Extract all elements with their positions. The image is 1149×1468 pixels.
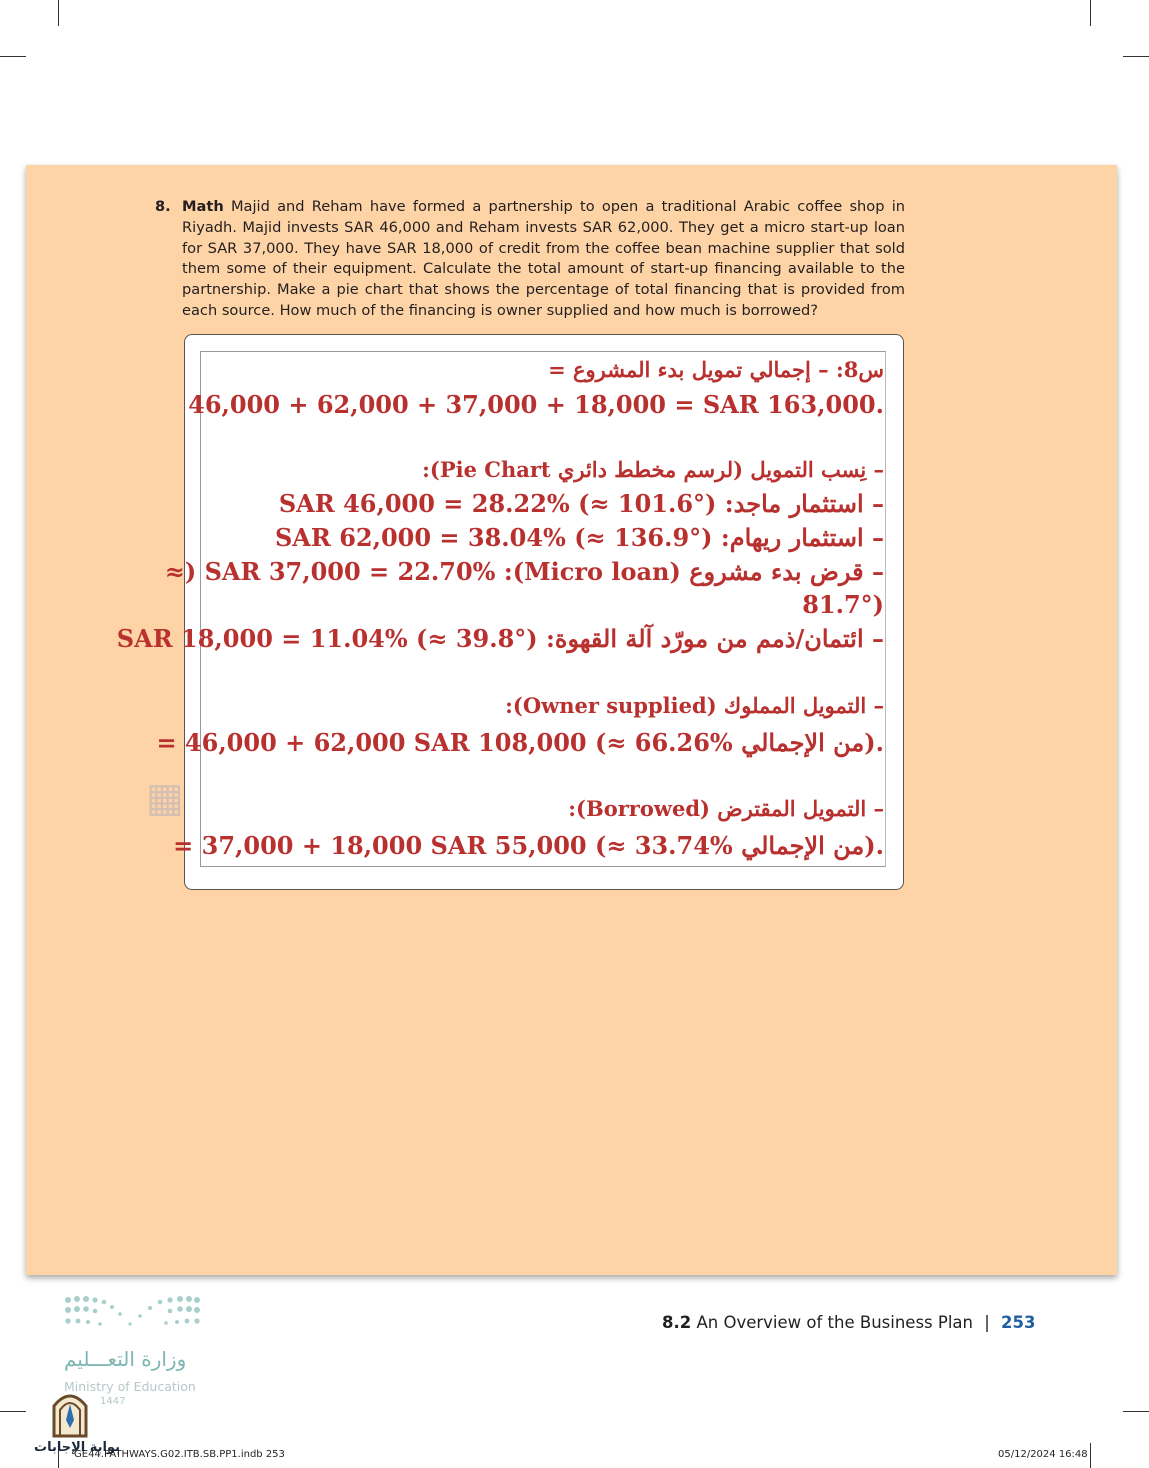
question-body xyxy=(182,197,905,322)
print-slug-file: GE44.PATHWAYS.G02.ITB.SB.PP1.indb 253 xyxy=(74,1449,285,1460)
answers-portal-logo-icon xyxy=(48,1386,92,1438)
ministry-year: 1447 xyxy=(100,1396,126,1407)
section-title: An Overview of the Business Plan xyxy=(696,1313,973,1332)
answer-line: س8: – إجمالي تمويل بدء المشروع = xyxy=(548,357,884,382)
crop-mark xyxy=(58,0,59,26)
question-block xyxy=(155,197,905,322)
answers-portal-logo-text: بوابة الإجابات xyxy=(34,1440,120,1455)
page-footer xyxy=(662,1313,1036,1332)
crop-mark xyxy=(1123,1411,1149,1412)
answer-line: = 37,000 + 18,000 SAR 55,000 (≈ 33.74% من الإجمالي). xyxy=(173,831,884,860)
ministry-english-name: Ministry of Education xyxy=(64,1379,196,1394)
crop-mark xyxy=(1123,56,1149,57)
answer-line: – التمويل المملوك (Owner supplied): xyxy=(505,693,884,718)
page-number: 253 xyxy=(1001,1313,1036,1332)
question-subject: Math xyxy=(182,198,224,215)
print-slug-date: 05/12/2024 16:48 xyxy=(998,1449,1088,1460)
answer-line: – ائتمان/ذمم من مورّد آلة القهوة: SAR 18,000 = 11.04% (≈ 39.8°) xyxy=(116,624,884,653)
section-number: 8.2 xyxy=(662,1313,692,1332)
answer-line: – التمويل المقترض (Borrowed): xyxy=(568,796,884,821)
answer-line: – استثمار ريهام: SAR 62,000 = 38.04% (≈ 136.9°) xyxy=(274,523,884,552)
ministry-arabic-name: وزارة التعـــليم xyxy=(64,1347,187,1371)
question-text: Majid and Reham have formed a partnership to open a traditional Arabic coffee shop in Riyadh. Majid invests SAR 46,000 and Reham invests SAR 62,000. They get a micro start-up loan for SAR 37,000. They have SAR 18,000 of credit from the coffee bean machine supplier that sold them some of their equipment. Calculate the total amount of start-up financing available to the partnership. Make a pie chart that shows the percentage of total financing that is provided from each source. How much of the financing is owner supplied and how much is borrowed? xyxy=(182,198,906,319)
crop-mark xyxy=(0,1411,26,1412)
answer-line: – نِسب التمويل (لرسم مخطط دائري Pie Chart): xyxy=(422,457,884,482)
answer-frame xyxy=(200,351,886,867)
crop-mark xyxy=(0,56,26,57)
answer-line: 81.7°) xyxy=(802,590,884,619)
answer-line: – استثمار ماجد: SAR 46,000 = 28.22% (≈ 101.6°) xyxy=(278,489,884,518)
question-number: 8. xyxy=(155,198,171,215)
answer-line: – قرض بدء مشروع (Micro loan): SAR 37,000 = 22.70% (≈ xyxy=(164,557,884,586)
answer-line: = 46,000 + 62,000 SAR 108,000 (≈ 66.26% من الإجمالي). xyxy=(156,728,884,757)
ministry-logo-icon xyxy=(60,1290,210,1340)
crop-mark xyxy=(1090,0,1091,26)
watermark-icon: ▦ xyxy=(146,775,184,821)
crop-mark xyxy=(1090,1443,1091,1468)
footer-separator: | xyxy=(984,1313,990,1332)
answer-line: 46,000 + 62,000 + 37,000 + 18,000 = SAR 163,000. xyxy=(188,390,884,419)
